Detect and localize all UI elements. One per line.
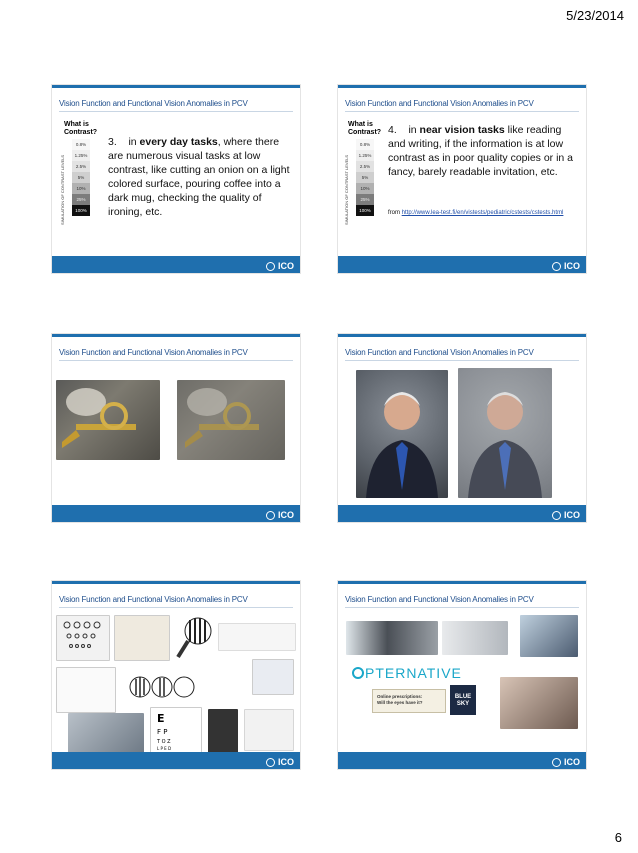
contrast-test-photo — [68, 713, 144, 753]
title-divider — [59, 607, 293, 608]
slide-footer — [338, 256, 586, 273]
contrast-bar: 1.25% — [72, 150, 90, 161]
emphasis: near vision tasks — [419, 124, 505, 136]
scale-label: SIMULATION OF CONTRAST LEVELS — [344, 154, 349, 225]
checkerboard-device — [208, 709, 238, 753]
slide-topbar — [338, 581, 586, 584]
child-exam-photo — [500, 677, 578, 729]
title-divider — [345, 111, 579, 112]
page-number: 6 — [614, 830, 622, 845]
source-citation: from http://www.lea-test.fi/en/vistests/pediatric/cstests/cstests.html — [388, 210, 564, 216]
contrast-bar: 2.5% — [72, 161, 90, 172]
svg-text:L P E D: L P E D — [157, 746, 172, 751]
slide-2 — [337, 84, 587, 274]
blue-sky-cover: BLUE SKY — [450, 685, 476, 715]
trumpet-icon — [177, 380, 285, 460]
card-stack — [244, 709, 294, 751]
contrast-bar: 10% — [356, 183, 374, 194]
phoropter-photo — [442, 621, 508, 655]
slide-title: Vision Function and Functional Vision Anomalies in PCV — [59, 99, 248, 108]
person-icon — [458, 368, 552, 498]
picture-cards — [114, 615, 170, 661]
item-number: 4. — [388, 124, 397, 136]
slide-title: Vision Function and Functional Vision Anomalies in PCV — [345, 348, 534, 357]
ico-logo: ICO — [266, 261, 294, 271]
grating-cards — [122, 669, 204, 707]
slide-body: 3. in every day tasks, where there are numerous visual tasks at low contrast, like cutting an onion on a light colored surface, pouring coffee into a dark mug, checking the quality of ironing, etc. — [108, 136, 290, 218]
contrast-bar: 0.8% — [72, 139, 90, 150]
ico-logo: ICO — [552, 510, 580, 520]
eye-exam-photo-collage — [346, 621, 438, 655]
opternative-o-icon — [352, 667, 364, 679]
slide-4 — [337, 333, 587, 523]
contrast-bar: 25% — [356, 194, 374, 205]
title-divider — [345, 360, 579, 361]
slide-footer — [52, 505, 300, 522]
title-divider — [59, 360, 293, 361]
globe-icon — [266, 511, 275, 520]
slide-topbar — [338, 334, 586, 337]
slide-footer — [52, 752, 300, 769]
item-number: 3. — [108, 136, 117, 148]
globe-icon — [552, 262, 561, 271]
hiding-heidi-cards — [218, 623, 296, 651]
ico-logo: ICO — [266, 510, 294, 520]
globe-icon — [552, 758, 561, 767]
contrast-bar: 100% — [72, 205, 90, 216]
grating-paddle — [176, 615, 212, 659]
ico-logo: ICO — [552, 261, 580, 271]
globe-icon — [266, 758, 275, 767]
slide-title: Vision Function and Functional Vision Anomalies in PCV — [345, 99, 534, 108]
eye-chart-sheet — [56, 667, 116, 713]
contrast-question: What is Contrast? — [348, 121, 382, 136]
news-banner: Online prescriptions: Will the eyes have it? — [372, 689, 446, 713]
slide-5 — [51, 580, 301, 770]
contrast-bar: 1.25% — [356, 150, 374, 161]
trumpet-photo-high-contrast — [56, 380, 160, 460]
svg-text:T O Z: T O Z — [157, 739, 171, 745]
lea-symbols-chart — [56, 615, 110, 661]
contrast-bar: 2.5% — [356, 161, 374, 172]
contrast-bar: 10% — [72, 183, 90, 194]
portrait-photo-high-contrast — [356, 370, 448, 498]
title-divider — [345, 607, 579, 608]
slide-title: Vision Function and Functional Vision Anomalies in PCV — [59, 348, 248, 357]
contrast-bar: 25% — [72, 194, 90, 205]
opternative-logo: PTERNATIVE — [352, 665, 462, 681]
scale-label: SIMULATION OF CONTRAST LEVELS — [60, 154, 65, 225]
paddle-icon — [176, 615, 212, 659]
contrast-bar: 5% — [72, 172, 90, 183]
clinician-photo — [520, 615, 578, 657]
contrast-bar: 100% — [356, 205, 374, 216]
slide-3 — [51, 333, 301, 523]
contrast-bar: 0.8% — [356, 139, 374, 150]
person-icon — [356, 370, 448, 498]
slide-title: Vision Function and Functional Vision Anomalies in PCV — [345, 595, 534, 604]
slide-title: Vision Function and Functional Vision Anomalies in PCV — [59, 595, 248, 604]
slide-topbar — [52, 85, 300, 88]
slide-body: 4. in near vision tasks like reading and writing, if the information is at low contrast as in poor quality copies or in a fancy, barely readable invitation, etc. — [388, 124, 574, 178]
svg-text:E: E — [157, 712, 165, 725]
emphasis: every day tasks — [139, 136, 218, 148]
contrast-bar: 5% — [356, 172, 374, 183]
ico-logo: ICO — [552, 757, 580, 767]
ico-logo: ICO — [266, 757, 294, 767]
trumpet-photo-low-contrast — [177, 380, 285, 460]
slide-1 — [51, 84, 301, 274]
title-divider — [59, 111, 293, 112]
portrait-photo-low-contrast — [458, 368, 552, 498]
contrast-scale — [344, 121, 386, 225]
contrast-question: What is Contrast? — [64, 121, 98, 136]
globe-icon — [266, 262, 275, 271]
slide-footer — [338, 505, 586, 522]
slide-topbar — [338, 85, 586, 88]
contrast-scale — [60, 121, 102, 225]
page-date: 5/23/2014 — [566, 8, 624, 23]
svg-text:F P: F P — [157, 728, 168, 736]
slide-topbar — [52, 581, 300, 584]
source-link[interactable]: http://www.lea-test.fi/en/vistests/pediatric/cstests/cstests.html — [401, 210, 564, 216]
globe-icon — [552, 511, 561, 520]
trumpet-icon — [56, 380, 160, 460]
test-cards — [252, 659, 294, 695]
slide-footer — [52, 256, 300, 273]
slide-6 — [337, 580, 587, 770]
slide-topbar — [52, 334, 300, 337]
slide-footer — [338, 752, 586, 769]
